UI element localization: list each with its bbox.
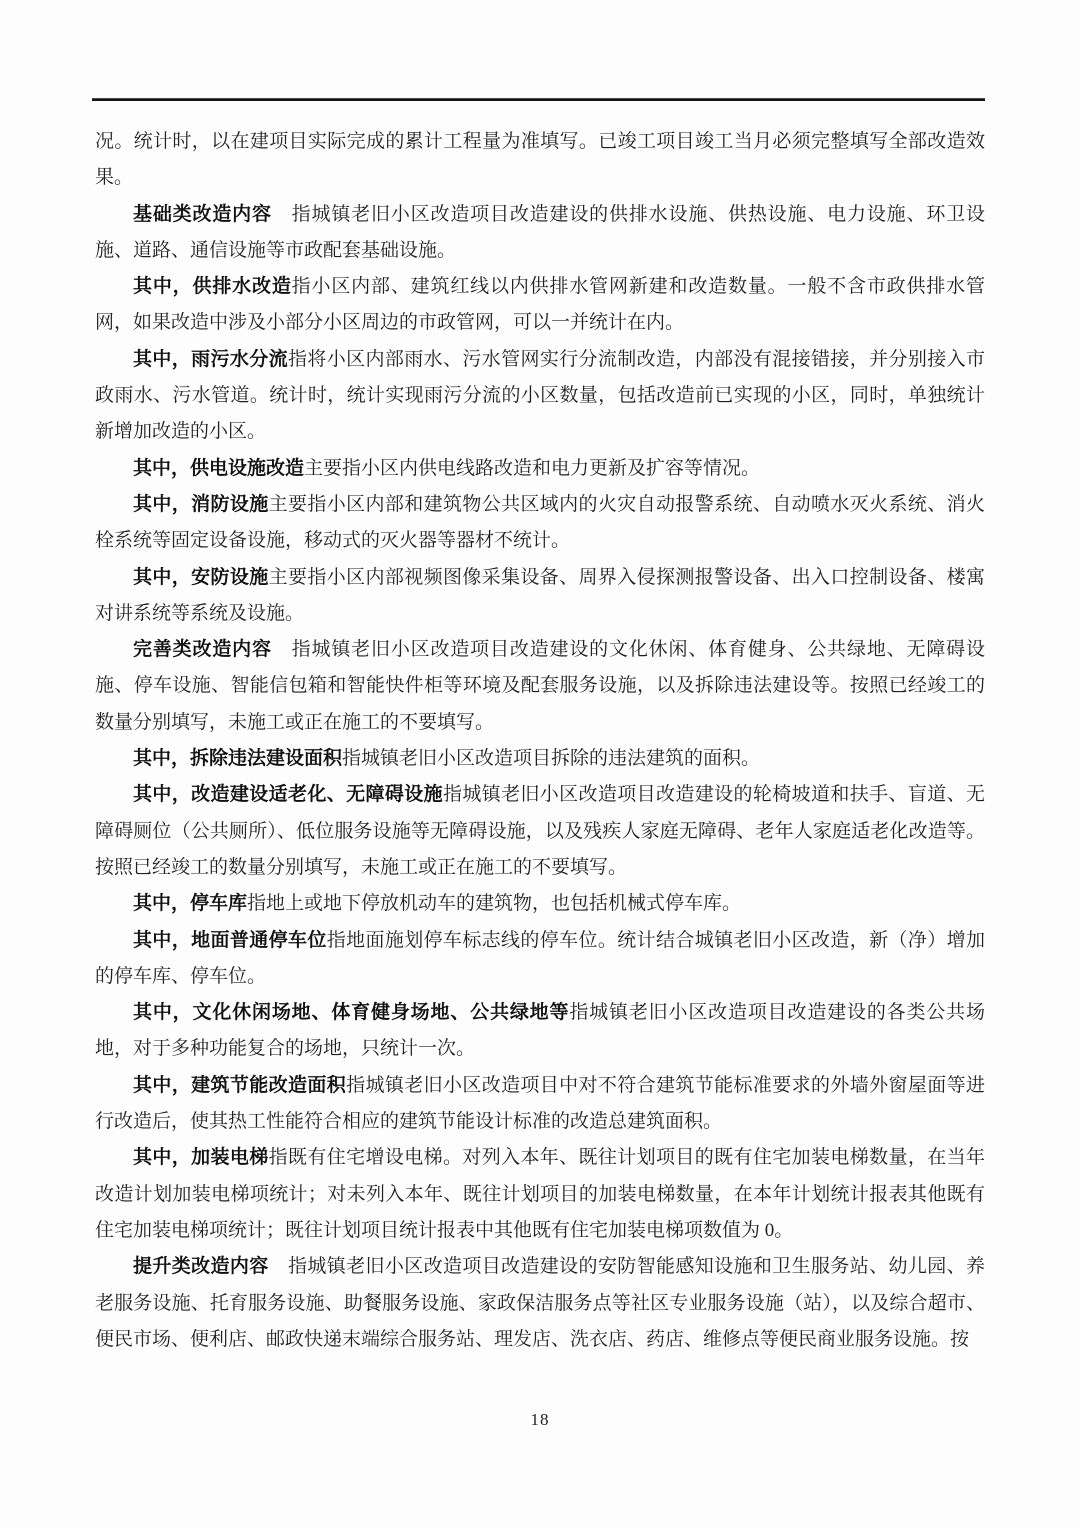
- header-rule: [92, 98, 985, 99]
- paragraph: [95, 632, 985, 741]
- term-label: 提升类改造内容: [133, 1256, 269, 1278]
- paragraph: [95, 197, 985, 270]
- body-text: 指将小区内部雨水、污水管网实行分流制改造，内部没有混接错接，并分别接入市政雨水、污水管道。统计时，统计实现雨污分流的小区数量，包括改造前已实现的小区，同时，单独统计新增加改造的小区。: [95, 348, 985, 443]
- body-text: 况。统计时，以在建项目实际完成的累计工程量为准填写。已竣工项目竣工当月必须完整填写全部改造效果。: [95, 131, 985, 189]
- body-text: 主要指小区内部和建筑物公共区域内的火灾自动报警系统、自动喷水灭火系统、消火栓系统等固定设备设施，移动式的灭火器等器材不统计。: [95, 493, 985, 552]
- body-text: 指城镇老旧小区改造项目改造建设的各类公共场地，对于多种功能复合的场地，只统计一次。: [95, 1002, 985, 1060]
- paragraph: [95, 124, 985, 197]
- term-label: 其中，改造建设适老化、无障碍设施: [133, 784, 443, 806]
- term-label: 其中，加装电梯: [133, 1147, 269, 1169]
- term-label: 其中，供排水改造: [133, 276, 292, 298]
- paragraph: [95, 995, 985, 1068]
- term-label: 基础类改造内容: [133, 203, 272, 225]
- body-text: 指城镇老旧小区改造项目改造建设的安防智能感知设施和卫生服务站、幼儿园、养老服务设施、托育服务设施、助餐服务设施、家政保洁服务点等社区专业服务设施（站），以及综合超市、便民市场、便利店、邮政快递末端综合服务站、理发店、洗衣店、药店、维修点等便民商业服务设施。按: [95, 1256, 985, 1350]
- term-label: 其中，建筑节能改造面积: [133, 1074, 347, 1096]
- paragraph: [95, 1140, 985, 1249]
- term-label: 其中，停车库: [133, 893, 248, 915]
- paragraph: [95, 342, 985, 451]
- body-text: 指城镇老旧小区改造项目拆除的违法建筑的面积。: [342, 748, 761, 770]
- term-label: 其中，安防设施: [133, 566, 269, 588]
- term-label: 其中，消防设施: [133, 493, 269, 515]
- body-text: 主要指小区内部视频图像采集设备、周界入侵探测报警设备、出入口控制设备、楼寓对讲系统等系统及设施。: [95, 566, 985, 624]
- paragraph: [95, 487, 985, 560]
- term-label: 其中，文化休闲场地、体育健身场地、公共绿地等: [133, 1002, 570, 1024]
- term-label: 其中，供电设施改造: [133, 457, 305, 479]
- paragraph: [95, 886, 985, 922]
- page-footer: [0, 1410, 1080, 1430]
- paragraph: [95, 451, 985, 487]
- body-text: 指地面施划停车标志线的停车位。统计结合城镇老旧小区改造，新（净）增加的停车库、停车位。: [95, 929, 985, 987]
- term-label: 其中，拆除违法建设面积: [133, 748, 343, 770]
- body-text: 指城镇老旧小区改造项目改造建设的轮椅坡道和扶手、盲道、无障碍厕位（公共厕所）、低位服务设施等无障碍设施，以及残疾人家庭无障碍、老年人家庭适老化改造等。按照已经竣工的数量分别填写，未施工或正在施工的不要填写。: [95, 784, 985, 878]
- term-label: 其中，地面普通停车位: [133, 929, 327, 951]
- body-text: 主要指小区内供电线路改造和电力更新及扩容等情况。: [304, 457, 761, 479]
- body-text: 指地上或地下停放机动车的建筑物，也包括机械式停车库。: [247, 893, 742, 915]
- paragraph: [95, 1249, 985, 1358]
- body-text: 指小区内部、建筑红线以内供排水管网新建和改造数量。一般不含市政供排水管网，如果改造中涉及小部分小区周边的市政管网，可以一并统计在内。: [95, 276, 985, 334]
- paragraph: [95, 923, 985, 996]
- term-label: 其中，雨污水分流: [133, 348, 288, 370]
- body-text: 指既有住宅增设电梯。对列入本年、既往计划项目的既有住宅加装电梯数量，在当年改造计划加装电梯项统计；对未列入本年、既往计划项目的加装电梯数量，在本年计划统计报表其他既有住宅加装电梯项统计；既往计划项目统计报表中其他既有住宅加装电梯项数值为 0。: [95, 1147, 985, 1241]
- paragraph: [95, 560, 985, 633]
- body-text: 指城镇老旧小区改造项目改造建设的文化休闲、体育健身、公共绿地、无障碍设施、停车设施、智能信包箱和智能快件柜等环境及配套服务设施，以及拆除违法建设等。按照已经竣工的数量分别填写，未施工或正在施工的不要填写。: [95, 639, 985, 733]
- page-number: 18: [530, 1410, 550, 1429]
- body-text: 指城镇老旧小区改造项目改造建设的供排水设施、供热设施、电力设施、环卫设施、道路、通信设施等市政配套基础设施。: [95, 203, 985, 261]
- paragraph: [95, 741, 985, 777]
- term-label: 完善类改造内容: [133, 639, 272, 661]
- paragraph: [95, 777, 985, 886]
- body-text: 指城镇老旧小区改造项目中对不符合建筑节能标准要求的外墙外窗屋面等进行改造后，使其热工性能符合相应的建筑节能设计标准的改造总建筑面积。: [95, 1074, 985, 1133]
- paragraph: [95, 1068, 985, 1141]
- document-body: [95, 124, 985, 1358]
- paragraph: [95, 269, 985, 342]
